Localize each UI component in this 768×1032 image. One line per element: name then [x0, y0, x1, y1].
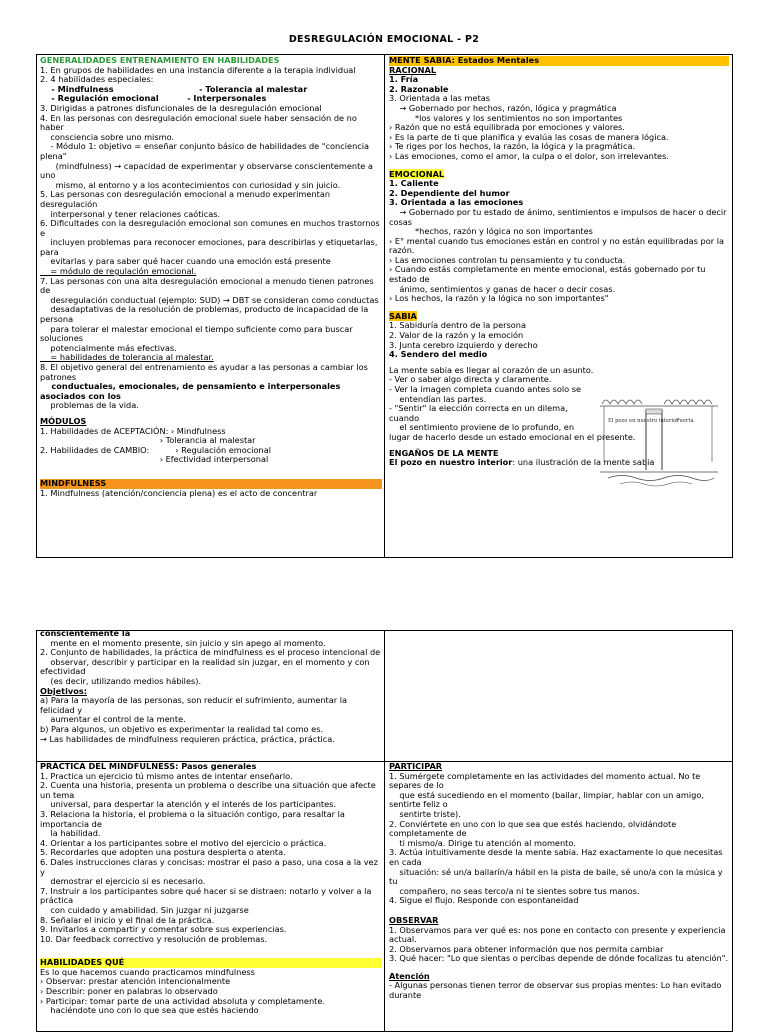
bottom-left-cell: [40, 762, 382, 1031]
text-line: › Cuando estás completamente en mente emocional, estás gobernado por tu estado de: [389, 264, 709, 285]
text-line: 3. Actúa intuitivamente desde la mente sabia. Haz exactamente lo que necesitas en cada: [389, 847, 726, 867]
text-line: › Es la parte de ti que planifica y evalúa las cosas de manera lógica.: [389, 131, 669, 142]
figure-label-right: Puerta: [676, 418, 694, 424]
text-line: 1. Mindfulness (atención/conciencia plena) es el acto de concentrar: [40, 487, 318, 498]
practica-heading: PRÁCTICA DEL MINDFULNESS: Pasos generales: [40, 761, 257, 771]
text-line: 3. Dirigidas a patrones disfuncionales de la desregulación emocional: [40, 102, 322, 113]
text-line: 1. Practica un ejercicio tú mismo antes de intentar enseñarlo.: [40, 770, 293, 781]
text-line: = habilidades de tolerancia al malestar.: [40, 352, 214, 363]
text-line: incluyen problemas para reconocer emociones, para describirlas y etiquetarlas, para: [40, 237, 381, 257]
text-line: - Ver o saber algo directa y claramente.: [389, 374, 552, 385]
text-line: 1. Sumérgete completamente en las actividades del momento actual. No te separes de lo: [389, 770, 703, 791]
text-line: haciéndote uno con lo que sea que estés haciendo: [40, 1005, 259, 1016]
text-line: 8. El objetivo general del entrenamiento es ayudar a las personas a cambiar los patrones: [40, 362, 371, 382]
text-line: 3. Qué hacer: "Lo que sientas o percibas depende de dónde focalizas tu atención".: [389, 953, 729, 964]
text-line: 4. Sendero del medio: [389, 349, 488, 360]
text-line: con cuidado y amabilidad. Sin juzgar ni juzgarse: [40, 904, 249, 915]
text-line: › Razón que no está equilibrada por emociones y valores.: [389, 122, 625, 133]
text-line: 3. Orientada a las emociones: [389, 197, 524, 208]
text-line: lugar de hacerlo desde un estado emocional en el presente.: [389, 431, 636, 442]
enganos-rest: : una ilustración de la mente sabia: [512, 457, 655, 468]
text-line: - Ver la imagen completa cuando antes solo se: [389, 384, 582, 394]
text-line: 1. Observamos para ver qué es: nos pone en contacto con presente y experiencia actual.: [389, 924, 729, 945]
text-line: consciencia sobre uno mismo.: [40, 131, 175, 142]
observar-heading: OBSERVAR: [389, 914, 439, 925]
text-line: 5. Las personas con desregulación emocional a menudo experimentan desregulación: [40, 189, 333, 209]
page-title: DESREGULACIÓN EMOCIONAL - P2: [288, 34, 480, 45]
text-line: 2. Conviértete en uno con lo que sea que estés haciendo, olvidándote completamente de: [389, 818, 679, 839]
text-line: → Gobernado por tu estado de ánimo, sentimientos e impulsos de hacer o decir cosas: [389, 206, 730, 227]
module-line: › Efectividad interpersonal: [40, 454, 269, 465]
text-line: 2. Conjunto de habilidades, la práctica de mindfulness es el proceso intencional de: [40, 647, 381, 658]
emocional-label: EMOCIONAL: [389, 168, 445, 179]
text-line: = módulo de regulación emocional.: [40, 266, 197, 277]
text-line: 6. Dificultades con la desregulación emocional son comunes en muchos trastornos e: [40, 218, 383, 238]
text-line: Es lo que hacemos cuando practicamos mindfulness: [40, 966, 255, 977]
text-line: mismo, al entorno y a los acontecimientos con curiosidad y sin juicio.: [40, 179, 341, 190]
top-left-cell: [40, 629, 382, 761]
text-line: (mindfulness) → capacidad de experimentar y observarse conscientemente a uno: [40, 160, 376, 181]
text-line: el sentimiento proviene de lo profundo, en: [389, 422, 575, 433]
text-line: conscientemente la: [40, 628, 131, 638]
text-line: ti mismo/a. Dirige tu atención al momento.: [389, 837, 576, 848]
text-line: › Los hechos, la razón y la lógica no son importantes": [389, 293, 609, 304]
text-line: b) Para algunos, un objetivo es experimentar la realidad tal como es.: [40, 723, 324, 734]
column-divider: [384, 631, 385, 1031]
text-line: 7. Las personas con una alta desregulación emocional a menudo tienen patrones de: [40, 275, 377, 296]
left-column: [40, 56, 382, 557]
habilidades-que-heading: HABILIDADES QUÉ: [40, 958, 382, 968]
figure-label-left: El pozo en nuestro interior: [608, 418, 679, 424]
text-line: *hechos, razón y lógica no son importantes: [389, 226, 593, 237]
section-heading-mente-sabia: MENTE SABIA: Estados Mentales: [389, 56, 729, 66]
sabia-label: SABIA: [389, 310, 417, 321]
text-line: › E° mental cuando tus emociones están en control y no están equilibradas por la razón.: [389, 235, 727, 256]
section-heading-generalidades: GENERALIDADES ENTRENAMIENTO EN HABILIDADES: [40, 55, 280, 65]
participar-heading: PARTICIPAR: [389, 761, 443, 771]
racional-label: RACIONAL: [389, 64, 437, 75]
atencion-heading: Atención: [389, 970, 430, 981]
enganos-heading: ENGAÑOS DE LA MENTE: [389, 447, 499, 458]
text-line: 2. Cuenta una historia, presenta un problema o describe una situación que afecte un tema: [40, 780, 379, 800]
text-line: 1. En grupos de habilidades en una instancia diferente a la terapia individual: [40, 64, 356, 75]
text-line: que está sucediendo en el momento (bailar, limpiar, hablar con un amigo, sentirte feliz o: [389, 789, 707, 810]
text-line: 9. Invitarlos a compartir y comentar sobre sus experiencias.: [40, 924, 287, 935]
objetivos-heading: Objetivos:: [40, 685, 88, 696]
text-line: - Algunas personas tienen terror de observar sus propias mentes: Lo han evitado durante: [389, 980, 724, 1001]
text-line: 8. Señalar el inicio y el final de la práctica.: [40, 914, 215, 925]
text-line: - Módulo 1: objetivo = enseñar conjunto básico de habilidades de "conciencia plena": [40, 141, 372, 161]
text-line: › Participar: tomar parte de una actividad absoluta y completamente.: [40, 995, 325, 1006]
text-line: sentirte triste).: [389, 808, 461, 819]
module-line: 1. Habilidades de ACEPTACIÓN: › Mindfulness: [40, 425, 226, 436]
text-line: conductuales, emocionales, de pensamiento e interpersonales asociados con los: [40, 381, 344, 401]
text-line: la habilidad.: [40, 828, 101, 839]
text-line: 2. 4 habilidades especiales:: [40, 74, 154, 85]
text-line: mente en el momento presente, sin juicio y sin apego al momento.: [40, 637, 326, 648]
text-line: demostrar el ejercicio si es necesario.: [40, 876, 206, 887]
text-line: → Las habilidades de mindfulness requieren práctica, práctica, práctica.: [40, 733, 335, 744]
text-line: problemas de la vida.: [40, 400, 139, 411]
text-line: › Describir: poner en palabras lo observado: [40, 986, 218, 997]
text-line: ánimo, sentimientos y ganas de hacer o decir cosas.: [389, 283, 616, 294]
text-line: 7. Instruir a los participantes sobre qué hacer si se distraen: notarlo y volver a la práctica: [40, 885, 375, 906]
text-line: *los valores y los sentimientos no son importantes: [389, 112, 623, 123]
bottom-right-cell: [389, 762, 729, 1031]
text-line: interpersonal y tener relaciones caóticas.: [40, 208, 221, 219]
text-line: desregulación conductual (ejemplo: SUD) → DBT se consideran como conductas: [40, 294, 379, 305]
text-line: observar, describir y participar en la realidad sin juzgar, en el momento y con efectividad: [40, 656, 373, 677]
text-line: → Gobernado por hechos, razón, lógica y pragmática: [389, 102, 617, 113]
text-line: universal, para despertar la atención y el interés de los participantes.: [40, 799, 337, 810]
text-line: › Las emociones controlan tu pensamiento y tu conducta.: [389, 254, 626, 265]
text-line: 2. Valor de la razón y la emoción: [389, 330, 524, 341]
column-divider: [384, 55, 385, 557]
text-line: 2. Razonable: [389, 83, 449, 94]
text-line: 3. Orientada a las metas: [389, 93, 491, 104]
enganos-bold: El pozo en nuestro interior: [389, 457, 513, 468]
well-illustration: [600, 390, 718, 488]
text-line: 4. Sigue el flujo. Responde con espontaneidad: [389, 895, 579, 906]
text-line: › Observar: prestar atención intencionalmente: [40, 976, 231, 987]
table-bottom: [36, 630, 733, 1032]
table-top: [36, 54, 733, 558]
text-line: para tolerar el malestar emocional el tiempo suficiente como para buscar soluciones: [40, 323, 356, 344]
modules-heading: MÓDULOS: [40, 415, 87, 426]
module-line: › Tolerancia al malestar: [40, 435, 256, 446]
text-line: 3. Junta cerebro izquierdo y derecho: [389, 339, 538, 350]
text-line: 10. Dar feedback correctivo y resolución de problemas.: [40, 933, 268, 944]
text-line: desadaptativas de la resolución de problemas, producto de incapacidad de la persona: [40, 304, 371, 325]
text-line: - "Sentir" la elección correcta en un dilema, cuando: [389, 403, 571, 423]
text-line: a) Para la mayoría de las personas, son reducir el sufrimiento, aumentar la felicidad y: [40, 695, 350, 715]
text-line: potencialmente más efectivas.: [40, 342, 177, 353]
section-heading-mindfulness: MINDFULNESS: [40, 479, 382, 489]
text-line: › Te riges por los hechos, la razón, la lógica y la pragmática.: [389, 141, 636, 152]
text-line: 6. Dales instrucciones claras y concisas: mostrar el paso a paso, una cosa a la vez y: [40, 856, 381, 877]
text-line: entendían las partes.: [389, 393, 487, 404]
text-line: evitarlas y para saber qué hacer cuando una emoción está presente: [40, 256, 331, 267]
text-line: 3. Relaciona la historia, el problema o la situación contigo, para resaltar la importancia de: [40, 808, 348, 829]
text-line: - Mindfulness - Tolerancia al malestar: [40, 83, 308, 94]
text-line: 2. Dependiente del humor: [389, 187, 510, 198]
text-line: › Las emociones, como el amor, la culpa o el dolor, son irrelevantes.: [389, 150, 669, 161]
text-line: (es decir, utilizando medios hábiles).: [40, 675, 202, 686]
text-line: La mente sabia es llegar al corazón de un asunto.: [389, 364, 594, 375]
text-line: compañero, no seas terco/a ni te sientes sobre tus manos.: [389, 885, 640, 896]
text-line: aumentar el control de la mente.: [40, 714, 186, 725]
text-line: 1. Fría: [389, 74, 419, 85]
text-line: - Regulación emocional - Interpersonales: [40, 93, 267, 104]
right-column: [389, 56, 729, 557]
module-line: 2. Habilidades de CAMBIO: › Regulación emocional: [40, 444, 272, 455]
text-line: 4. En las personas con desregulación emocional suele haber sensación de no haber: [40, 112, 360, 133]
text-line: situación: sé un/a bailarín/a hábil en la pista de baile, sé uno/a con la música y tu: [389, 866, 726, 887]
text-line: 5. Recordarles que adopten una postura despierta o atenta.: [40, 847, 286, 858]
text-line: 2. Observamos para obtener información que nos permita cambiar: [389, 943, 664, 954]
text-line: 1. Sabiduría dentro de la persona: [389, 320, 526, 331]
text-line: 1. Caliente: [389, 178, 439, 189]
text-line: 4. Orientar a los participantes sobre el motivo del ejercicio o práctica.: [40, 837, 327, 848]
